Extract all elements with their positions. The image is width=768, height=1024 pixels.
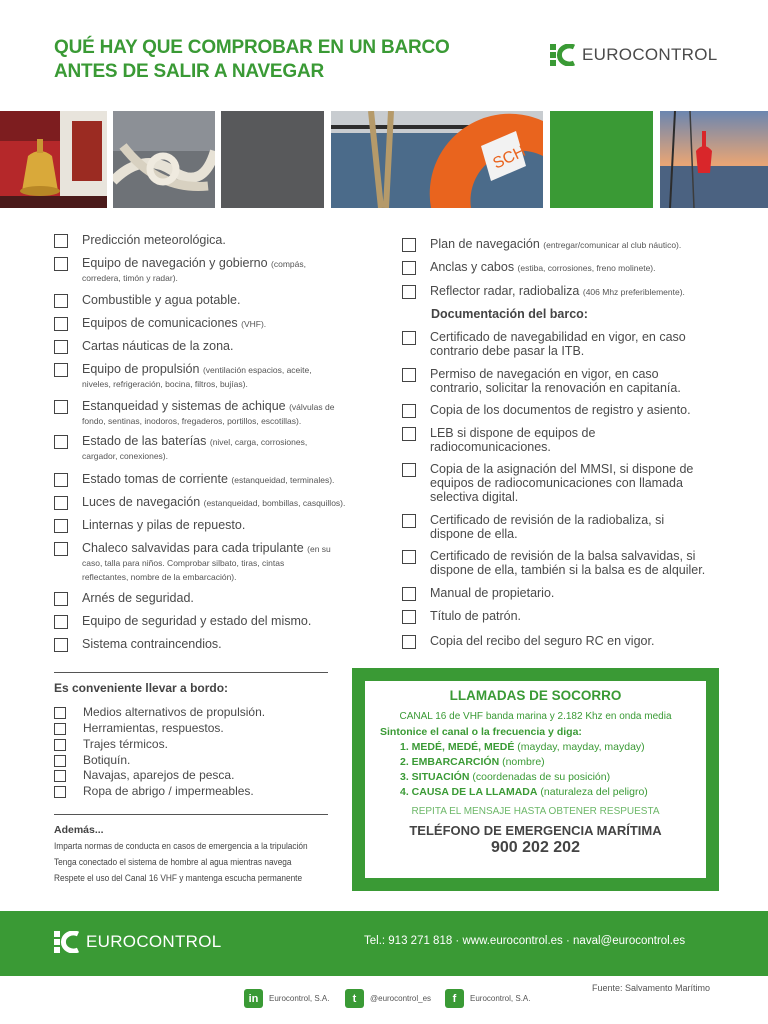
item-label: contrario debe pasar la ITB. (430, 344, 585, 358)
photo-rope-knot (113, 111, 215, 208)
checklist-text (430, 368, 659, 382)
checklist-text (82, 592, 194, 606)
checklist-line (402, 564, 705, 578)
socorro-steps (400, 741, 706, 798)
socorro-telefono-label: TELÉFONO DE EMERGENCIA MARÍTIMA (409, 823, 662, 838)
divider-top (54, 672, 328, 673)
checklist-line (54, 294, 240, 308)
checklist-text (82, 556, 284, 570)
header-brand-logo (550, 44, 718, 66)
checkbox[interactable] (54, 496, 68, 510)
item-label: Cartas náuticas de la zona. (82, 339, 234, 353)
checklist-line (54, 400, 334, 414)
socorro-step: 2. EMBARCARCIÓN (nombre) (400, 756, 545, 768)
checkbox[interactable] (54, 786, 66, 798)
checklist-line (54, 377, 248, 391)
item-label: Manual de propietario. (430, 586, 555, 600)
checklist-line (402, 345, 584, 359)
checklist-text (430, 587, 554, 601)
item-label: Arnés de seguridad. (82, 591, 194, 605)
checklist-line (54, 414, 301, 428)
item-label: Copia del recibo del seguro RC en vigor. (430, 634, 655, 648)
checkbox[interactable] (54, 473, 68, 487)
item-label: Linternas y pilas de repuesto. (82, 518, 246, 532)
page-title (54, 36, 494, 84)
item-label: Plan de navegación (430, 237, 544, 251)
checkbox[interactable] (54, 519, 68, 533)
a-bordo-heading: Es conveniente llevar a bordo: (54, 681, 229, 695)
item-label: Herramientas, respuestos. (83, 721, 224, 735)
item-note: (ventilación espacios, aceite, (202, 365, 312, 375)
footer-brand-name: EUROCONTROL (86, 932, 222, 951)
item-label: contrario, solicitar la renovación en capitanía. (430, 381, 681, 395)
checklist-text (430, 441, 551, 455)
checklist-line (54, 234, 226, 248)
checkbox[interactable] (54, 340, 68, 354)
checkbox[interactable] (54, 723, 66, 735)
twitter-icon: t (345, 989, 364, 1008)
checklist-line (402, 463, 693, 477)
checklist-line (54, 435, 307, 449)
checklist-line (54, 449, 168, 463)
checklist-line (402, 635, 654, 649)
checklist-text (430, 564, 705, 578)
item-label: Botiquín. (83, 753, 131, 767)
checkbox[interactable] (402, 610, 416, 624)
checklist-line (54, 473, 334, 487)
item-label: Navajas, aparejos de pesca. (83, 768, 235, 782)
a-bordo-item (54, 784, 254, 798)
a-bordo-item (54, 721, 224, 735)
item-label: Ropa de abrigo / impermeables. (83, 784, 254, 798)
ademas-section (54, 824, 344, 886)
photo-green-block (550, 111, 653, 208)
checklist-text (82, 570, 237, 584)
checklist-line (402, 550, 695, 564)
checkbox[interactable] (54, 435, 68, 449)
checkbox[interactable] (54, 770, 66, 782)
social-label: Eurocontrol, S.A. (470, 994, 531, 1003)
a-bordo-item (54, 753, 130, 767)
checkbox[interactable] (54, 592, 68, 606)
item-note: (válvulas de (289, 402, 335, 412)
item-label: LEB si dispone de equipos de (430, 426, 596, 440)
checklist-text (82, 271, 178, 285)
item-label: dispone de ella. (430, 527, 518, 541)
documentacion-heading: Documentación del barco: (431, 307, 588, 321)
checklist-text (82, 542, 331, 556)
checklist-text (430, 261, 656, 275)
item-label: Trajes térmicos. (83, 737, 168, 751)
checklist-text (82, 496, 345, 510)
checkbox[interactable] (402, 427, 416, 441)
item-note: (entregar/comunicar al club náutico). (543, 240, 682, 250)
checklist-text (82, 317, 266, 331)
checklist-line (402, 238, 681, 252)
checklist-text (82, 400, 334, 414)
item-note: (estanqueidad, bombillas, casquillos). (203, 498, 346, 508)
item-label: Estanqueidad y sistemas de achique (82, 399, 290, 413)
item-label: Sistema contraincendios. (82, 637, 222, 651)
checklist-line (402, 404, 691, 418)
checklist-text (430, 331, 686, 345)
checkbox[interactable] (54, 755, 66, 767)
socorro-step: 1. MEDÉ, MEDÉ, MEDÉ (mayday, mayday, mayday) (400, 741, 645, 753)
checkbox[interactable] (54, 234, 68, 248)
photo-gray-block (221, 111, 324, 208)
checklist-line (54, 556, 284, 570)
checklist-line (54, 519, 245, 533)
checkbox[interactable] (402, 238, 416, 252)
checklist-text (430, 514, 664, 528)
a-bordo-item (54, 737, 168, 751)
item-note: niveles, refrigeración, bocina, filtros, bujías). (82, 379, 248, 389)
checklist-line (402, 491, 518, 505)
checklist-line (54, 271, 178, 285)
socorro-box (365, 681, 706, 878)
checklist-line (54, 592, 194, 606)
item-label: Estado tomas de corriente (82, 472, 232, 486)
item-label: Chaleco salvavidas para cada tripulante (82, 541, 308, 555)
social-label: Eurocontrol, S.A. (269, 994, 330, 1003)
checklist-text (82, 638, 222, 652)
socorro-canal: CANAL 16 de VHF banda marina y 2.182 Khz en onda media (399, 711, 672, 722)
checklist-text (82, 257, 306, 271)
checklist-line (402, 427, 595, 441)
item-label: Certificado de navegabilidad en vigor, en caso (430, 330, 686, 344)
ademas-line-3: Respete el uso del Canal 16 VHF y mantenga escucha permanente (54, 873, 303, 883)
checklist-text (430, 427, 595, 441)
checklist-line (402, 261, 656, 275)
checklist-text (82, 414, 301, 428)
a-bordo-item (54, 768, 234, 782)
checklist-line (402, 441, 551, 455)
checklist-text (82, 615, 311, 629)
checklist-text (430, 382, 681, 396)
socorro-step: 3. SITUACIÓN (coordenadas de su posición) (400, 771, 611, 783)
item-note: (nivel, carga, corrosiones, (209, 437, 308, 447)
checkbox[interactable] (54, 615, 68, 629)
checklist-line (54, 638, 222, 652)
item-label: dispone de ella, también si la balsa es de alquiler. (430, 563, 706, 577)
checklist-line (54, 496, 345, 510)
checklist-text (430, 404, 691, 418)
checklist-text (430, 635, 654, 649)
checklist-text (82, 435, 307, 449)
checklist-line (54, 363, 312, 377)
checkbox[interactable] (54, 542, 68, 556)
checkbox[interactable] (402, 285, 416, 299)
checklist-text (430, 345, 584, 359)
eurocontrol-logo-icon (54, 931, 80, 953)
socorro-title: LLAMADAS DE SOCORRO (449, 688, 622, 703)
checklist-line (402, 285, 685, 299)
item-label: Certificado de revisión de la balsa salvavidas, si (430, 549, 696, 563)
item-label: Combustible y agua potable. (82, 293, 241, 307)
checklist-text (430, 528, 518, 542)
social-facebook[interactable] (445, 989, 530, 1008)
item-label: Luces de navegación (82, 495, 204, 509)
checklist-text (82, 363, 312, 377)
ademas-line-1: Imparta normas de conducta en casos de emergencia a la tripulación (54, 841, 308, 851)
title-line-2: ANTES DE SALIR A NAVEGAR (54, 61, 325, 82)
ademas-heading: Además... (54, 824, 104, 836)
item-label: Anclas y cabos (430, 260, 518, 274)
checklist-text (430, 285, 685, 299)
item-label: Copia de los documentos de registro y asiento. (430, 403, 691, 417)
checklist-line (402, 382, 681, 396)
checkbox[interactable] (54, 400, 68, 414)
item-label: Estado de las baterías (82, 434, 210, 448)
socorro-step: 4. CAUSA DE LA LLAMADA (naturaleza del peligro) (400, 786, 648, 798)
checkbox[interactable] (402, 368, 416, 382)
item-note: (estanqueidad, terminales). (231, 475, 335, 485)
svg-text:SCH: SCH (490, 142, 529, 173)
item-label: Reflector radar, radiobaliza (430, 284, 583, 298)
title-line-1: QUÉ HAY QUE COMPROBAR EN UN BARCO (54, 37, 450, 58)
checkbox[interactable] (402, 550, 416, 564)
checklist-text (82, 449, 168, 463)
footer-brand-logo (54, 931, 222, 953)
item-note: caso, talla para niños. Comprobar silbato, tiras, cintas (82, 558, 285, 568)
checkbox[interactable] (402, 331, 416, 345)
checklist-line (402, 477, 683, 491)
checkbox[interactable] (402, 463, 416, 477)
checklist-line (402, 528, 518, 542)
checklist-text (430, 491, 518, 505)
checklist-text (430, 463, 693, 477)
item-label: Certificado de revisión de la radiobaliza, si (430, 513, 665, 527)
item-label: radiocomunicaciones. (430, 440, 551, 454)
socorro-repita: REPITA EL MENSAJE HASTA OBTENER RESPUESTA (411, 806, 660, 817)
item-note: cargador, conexiones). (82, 451, 168, 461)
checklist-line (402, 514, 664, 528)
item-label: Equipo de seguridad y estado del mismo. (82, 614, 312, 628)
social-label: @eurocontrol_es (370, 994, 432, 1003)
checklist-text (82, 377, 248, 391)
a-bordo-item (54, 705, 265, 719)
eurocontrol-logo-icon (550, 44, 576, 66)
checklist-line (54, 615, 311, 629)
checkbox[interactable] (402, 635, 416, 649)
checkbox[interactable] (54, 317, 68, 331)
item-note: (estiba, corrosiones, freno molinete). (517, 263, 656, 273)
checklist-text (82, 473, 334, 487)
item-label: Equipo de navegación y gobierno (82, 256, 272, 270)
brand-name: EUROCONTROL (582, 45, 718, 64)
checkbox[interactable] (402, 261, 416, 275)
item-label: Equipo de propulsión (82, 362, 203, 376)
item-note: (compás, (271, 259, 307, 269)
linkedin-icon: in (244, 989, 263, 1008)
checklist-text (82, 294, 240, 308)
footer-contact: Tel.: 913 271 818 · www.eurocontrol.es · naval@eurocontrol.es (364, 935, 686, 947)
checklist-line (402, 368, 659, 382)
checkbox[interactable] (402, 514, 416, 528)
item-label: Medios alternativos de propulsión. (83, 705, 266, 719)
fuente-credit: Fuente: Salvamento Marítimo (592, 983, 711, 993)
checkbox[interactable] (402, 587, 416, 601)
checkbox[interactable] (54, 707, 66, 719)
divider-bottom (54, 814, 328, 815)
item-label: Título de patrón. (430, 609, 522, 623)
checklist-line (54, 542, 331, 556)
checklist-text (82, 519, 245, 533)
checkbox[interactable] (402, 404, 416, 418)
checkbox[interactable] (54, 638, 68, 652)
item-note: (406 Mhz preferiblemente). (582, 287, 685, 297)
socorro-sintonice: Sintonice el canal o la frecuencia y diga: (380, 726, 582, 738)
checklist-text (430, 477, 683, 491)
item-label: selectiva digital. (430, 490, 519, 504)
checklist-line (54, 257, 306, 271)
checkbox[interactable] (54, 739, 66, 751)
checklist-line (54, 570, 237, 584)
photo-lifebuoy (331, 111, 543, 208)
item-label: Permiso de navegación en vigor, en caso (430, 367, 659, 381)
checklist-text (82, 234, 226, 248)
social-twitter[interactable] (345, 989, 431, 1008)
checklist-line (402, 610, 521, 624)
checklist-text (430, 238, 681, 252)
item-note: corredera, timón y radar). (82, 273, 178, 283)
checklist-line (54, 340, 233, 354)
ademas-line-2: Tenga conectado el sistema de hombre al agua mientras navega (54, 857, 292, 867)
checklist-text (430, 550, 695, 564)
item-label: Predicción meteorológica. (82, 233, 226, 247)
item-note: (en su (307, 544, 331, 554)
item-label: equipos de radiocomunicaciones con llamada (430, 476, 683, 490)
checklist-line (54, 317, 266, 331)
socorro-telefono: 900 202 202 (491, 839, 580, 856)
social-linkedin[interactable] (244, 989, 329, 1008)
item-note: (VHF). (241, 319, 267, 329)
checkbox[interactable] (54, 363, 68, 377)
item-label: Copia de la asignación del MMSI, si dispone de (430, 462, 694, 476)
checklist-text (430, 610, 521, 624)
facebook-icon: f (445, 989, 464, 1008)
checkbox[interactable] (54, 294, 68, 308)
item-note: reflectantes, nombre de la embarcación). (82, 572, 237, 582)
photo-sea-buoy (660, 111, 768, 208)
item-label: Equipos de comunicaciones (82, 316, 242, 330)
checkbox[interactable] (54, 257, 68, 271)
item-note: fondo, sentinas, inodoros, fregaderos, portillos, escotillas). (82, 416, 302, 426)
checklist-text (82, 340, 233, 354)
photo-brass-bell (0, 111, 107, 208)
checklist-line (402, 587, 554, 601)
checklist-line (402, 331, 686, 345)
